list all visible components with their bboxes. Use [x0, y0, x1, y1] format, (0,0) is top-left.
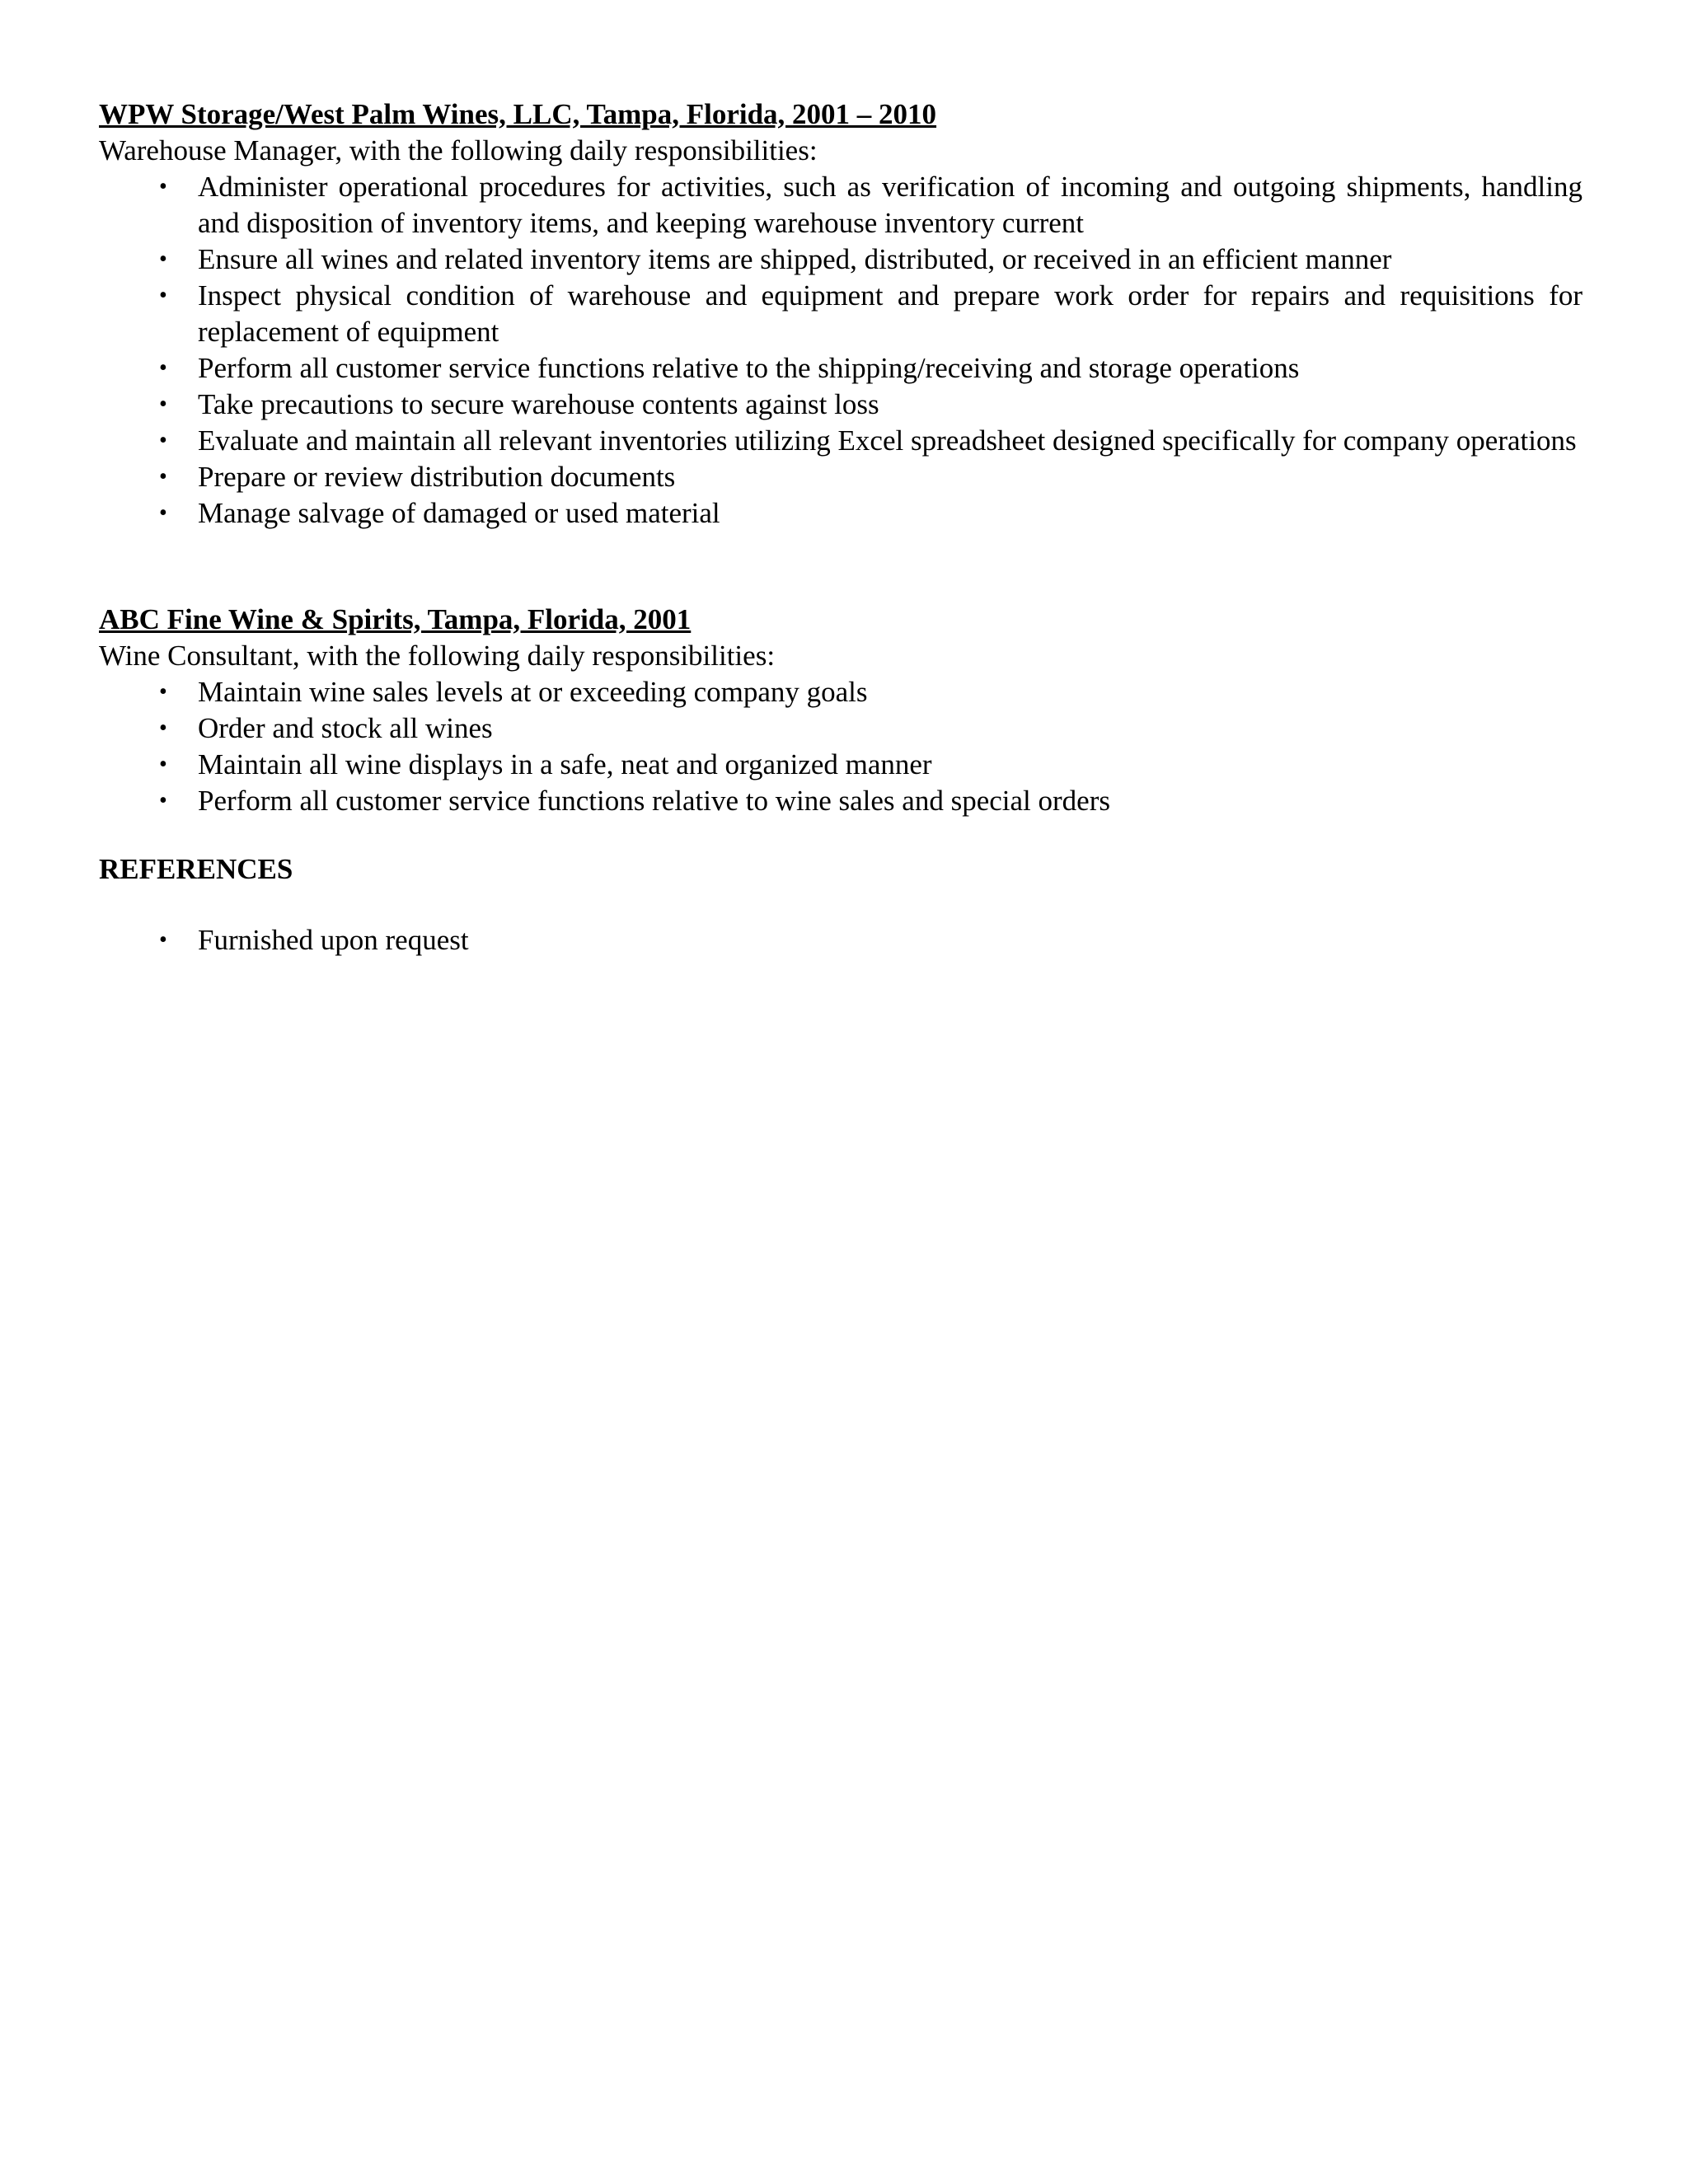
- bullet-icon: •: [159, 355, 167, 381]
- list-item-text: Perform all customer service functions relative to wine sales and special orders: [198, 785, 1110, 817]
- references-list-wrap: [99, 922, 1582, 958]
- bullet-icon: •: [159, 391, 167, 417]
- list-item-text: Ensure all wines and related inventory items are shipped, distributed, or received in an efficient manner: [198, 243, 1392, 275]
- list-item-text: Prepare or review distribution documents: [198, 461, 676, 493]
- list-item-text: Manage salvage of damaged or used material: [198, 497, 720, 529]
- list-item: [99, 674, 1582, 710]
- bullet-icon: •: [159, 174, 167, 199]
- bullet-icon: •: [159, 927, 167, 953]
- bullet-icon: •: [159, 464, 167, 490]
- list-item: [99, 783, 1582, 819]
- references-heading: REFERENCES: [99, 853, 293, 885]
- job-section-abc: [99, 602, 1582, 819]
- bullet-icon: •: [159, 428, 167, 453]
- bullet-icon: •: [159, 283, 167, 308]
- list-item: [99, 241, 1582, 278]
- job-heading: ABC Fine Wine & Spirits, Tampa, Florida, 2001: [99, 603, 692, 635]
- list-item-text: Maintain all wine displays in a safe, neat and organized manner: [198, 748, 932, 780]
- bullet-icon: •: [159, 246, 167, 272]
- list-item-text: Inspect physical condition of warehouse and equipment and prepare work order for repairs and requisitions for replacement of equipment: [198, 279, 1582, 348]
- bullet-icon: •: [159, 500, 167, 526]
- list-item-text: Furnished upon request: [198, 924, 469, 956]
- list-item-text: Evaluate and maintain all relevant inventories utilizing Excel spreadsheet designed specifically for company operations: [198, 424, 1577, 457]
- responsibility-list: [99, 674, 1582, 819]
- list-item-text: Maintain wine sales levels at or exceeding company goals: [198, 676, 868, 708]
- list-item: [99, 423, 1582, 459]
- list-item: [99, 278, 1582, 350]
- responsibility-list: [99, 169, 1582, 532]
- bullet-icon: •: [159, 715, 167, 741]
- list-item: [99, 387, 1582, 423]
- list-item-text: Take precautions to secure warehouse contents against loss: [198, 388, 879, 420]
- list-item: [99, 169, 1582, 241]
- references-section: [99, 851, 1582, 888]
- job-role: Warehouse Manager, with the following daily responsibilities:: [99, 134, 818, 166]
- bullet-icon: •: [159, 788, 167, 813]
- bullet-icon: •: [159, 679, 167, 705]
- list-item: [99, 710, 1582, 747]
- list-item: [99, 350, 1582, 387]
- bullet-icon: •: [159, 752, 167, 777]
- list-item: [99, 922, 1582, 958]
- list-item-text: Perform all customer service functions relative to the shipping/receiving and storage operations: [198, 352, 1300, 384]
- references-list: [99, 922, 1582, 958]
- list-item-text: Administer operational procedures for activities, such as verification of incoming and outgoing shipments, handling and disposition of inventory items, and keeping warehouse inventory current: [198, 171, 1582, 239]
- list-item: [99, 747, 1582, 783]
- list-item: [99, 459, 1582, 495]
- list-item: [99, 495, 1582, 532]
- job-heading: WPW Storage/West Palm Wines, LLC, Tampa, Florida, 2001 – 2010: [99, 98, 937, 130]
- job-role: Wine Consultant, with the following daily responsibilities:: [99, 640, 776, 672]
- list-item-text: Order and stock all wines: [198, 712, 493, 744]
- job-section-wpw: [99, 96, 1582, 532]
